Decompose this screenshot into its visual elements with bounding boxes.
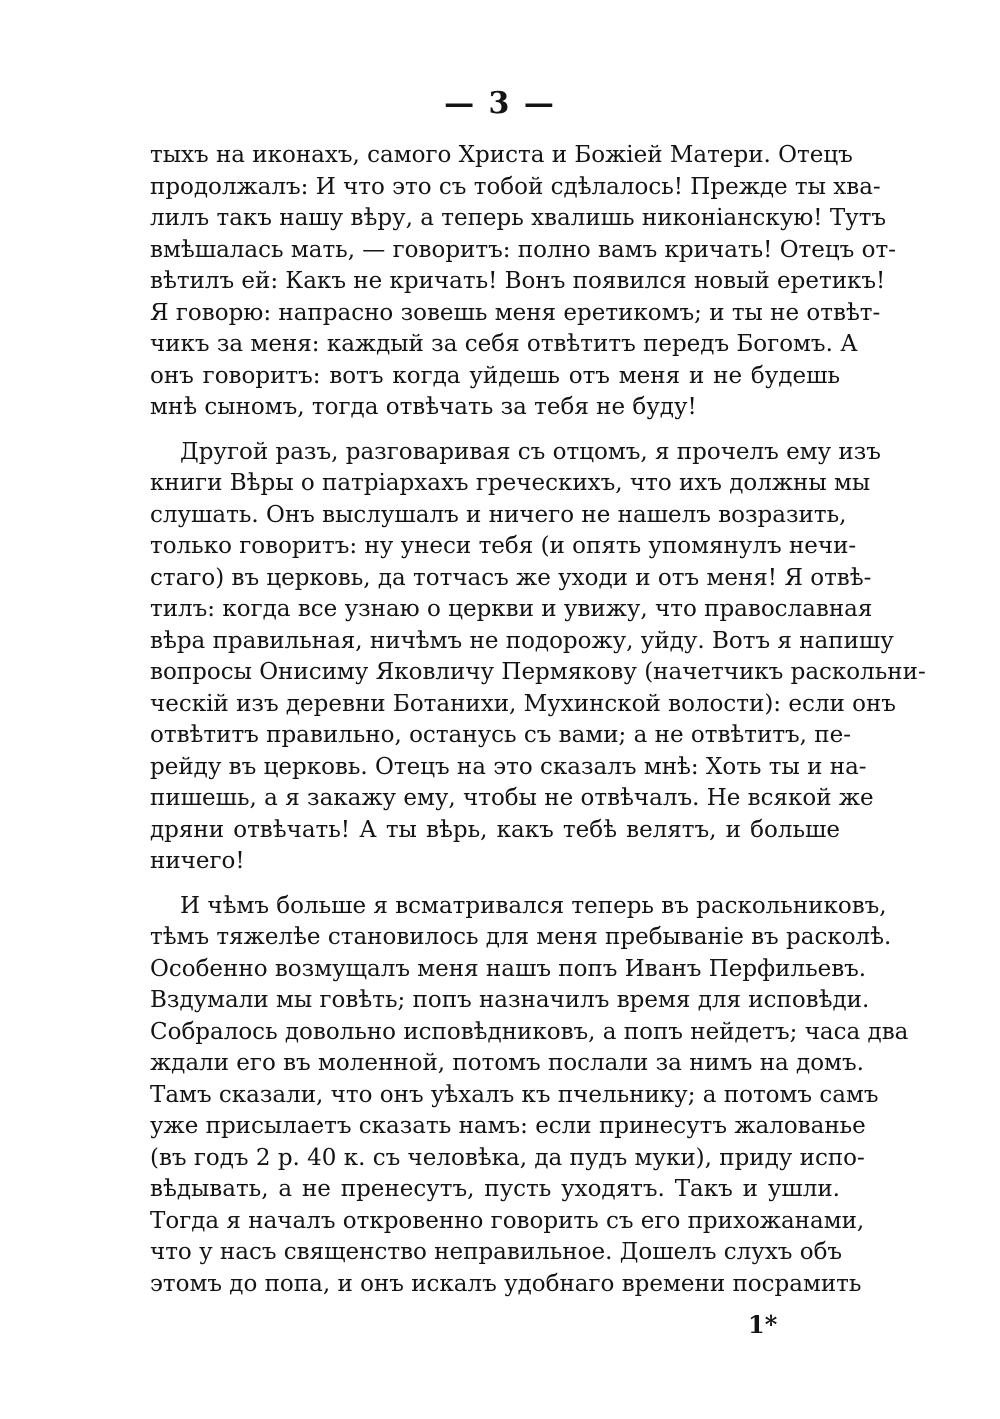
text-line: Вздумали мы говѣть; попъ назначилъ время для исповѣди. [150,987,870,1013]
text-line: вѣтилъ ей: Какъ не кричать! Вонъ появился новый еретикъ! [150,268,886,294]
text-line: дряни отвѣчать! А ты вѣрь, какъ тебѣ велятъ, и больше [150,816,840,843]
text-line: слушать. Онъ выслушалъ и ничего не нашелъ возразить, [150,501,847,528]
paragraph-1 [150,140,896,424]
text-line: только говоритъ: ну унеси тебя (и опять упомянулъ нечи- [150,533,857,559]
text-line: онъ говоритъ: вотъ когда уйдешь отъ меня и не будешь [150,362,840,389]
text-line: уже присылаетъ сказать намъ: если принесутъ жалованье [150,1113,866,1139]
text-line: вмѣшалась мать, — говоритъ: полно вамъ кричать! Отецъ от- [150,236,896,263]
page-number: — 3 — [444,86,556,121]
paragraph-gap [150,424,840,437]
text-line: этомъ до попа, и онъ искалъ удобнаго времени посрамить [150,1270,862,1297]
text-line: Тамъ сказали, что онъ уѣхалъ къ пчельнику; а потомъ самъ [150,1081,879,1108]
text-line: Особенно возмущалъ меня нашъ попъ Иванъ Перфильевъ. [150,955,867,982]
paragraph-3 [150,891,909,1301]
text-line: тыхъ на иконахъ, самого Христа и Божіей Матери. Отецъ [150,142,853,168]
text-line: продолжалъ: И что это съ тобой сдѣлалось! Прежде ты хва- [150,173,881,200]
body-text [150,140,926,1300]
text-line: книги Вѣры о патріархахъ греческихъ, что ихъ должны мы [150,470,871,496]
text-line: вѣдывать, а не пренесутъ, пусть уходятъ. Такъ и ушли. [150,1176,840,1202]
text-line: вѣра правильная, ничѣмъ не подорожу, уйду. Вотъ я напишу [150,627,894,654]
text-line: что у насъ священство неправильное. Дошелъ слухъ объ [150,1239,843,1265]
text-line: пишешь, а я закажу ему, чтобы не отвѣчалъ. Не всякой же [150,785,874,811]
text-line: стаго) въ церковь, да тотчасъ же уходи и отъ меня! Я отвѣ- [150,564,872,591]
paragraph-2 [150,437,926,878]
text-line: Другой разъ, разговаривая съ отцомъ, я прочелъ ему изъ [180,438,881,465]
text-line: вопросы Онисиму Яковличу Пермякову (начетчикъ раскольни- [150,659,926,685]
text-line: ческій изъ деревни Ботанихи, Мухинской волости): если онъ [150,690,896,717]
text-line: ничего! [150,848,245,874]
text-line: тѣмъ тяжелѣе становилось для меня пребываніе въ расколѣ. [150,924,892,950]
text-line: Собралось довольно исповѣдниковъ, а попъ нейдетъ; часа два [150,1018,909,1045]
paragraph-gap [150,878,840,891]
text-line: тилъ: когда все узнаю о церкви и увижу, что православная [150,596,873,622]
text-line: мнѣ сыномъ, тогда отвѣчать за тебя не буду! [150,394,697,420]
text-line: ждали его въ моленной, потомъ послали за нимъ на домъ. [150,1050,864,1076]
text-line: Тогда я началъ откровенно говорить съ его прихожанами, [150,1207,865,1234]
text-line: чикъ за меня: каждый за себя отвѣтитъ передъ Богомъ. А [150,331,858,357]
text-line: лилъ такъ нашу вѣру, а теперь хвалишь никоніанскую! Тутъ [150,205,887,231]
text-line: Я говорю: напрасно зовешь меня еретикомъ; и ты не отвѣт- [150,299,881,326]
text-line: отвѣтитъ правильно, останусь съ вами; а не отвѣтитъ, пе- [150,722,852,748]
text-line: (въ годъ 2 р. 40 к. съ человѣка, да пудъ муки), приду испо- [150,1144,865,1171]
text-line: рейду въ церковь. Отецъ на это сказалъ мнѣ: Хоть ты и на- [150,753,867,780]
signature-mark: 1* [748,1310,778,1339]
text-line: И чѣмъ больше я всматривался теперь въ раскольниковъ, [180,892,887,919]
